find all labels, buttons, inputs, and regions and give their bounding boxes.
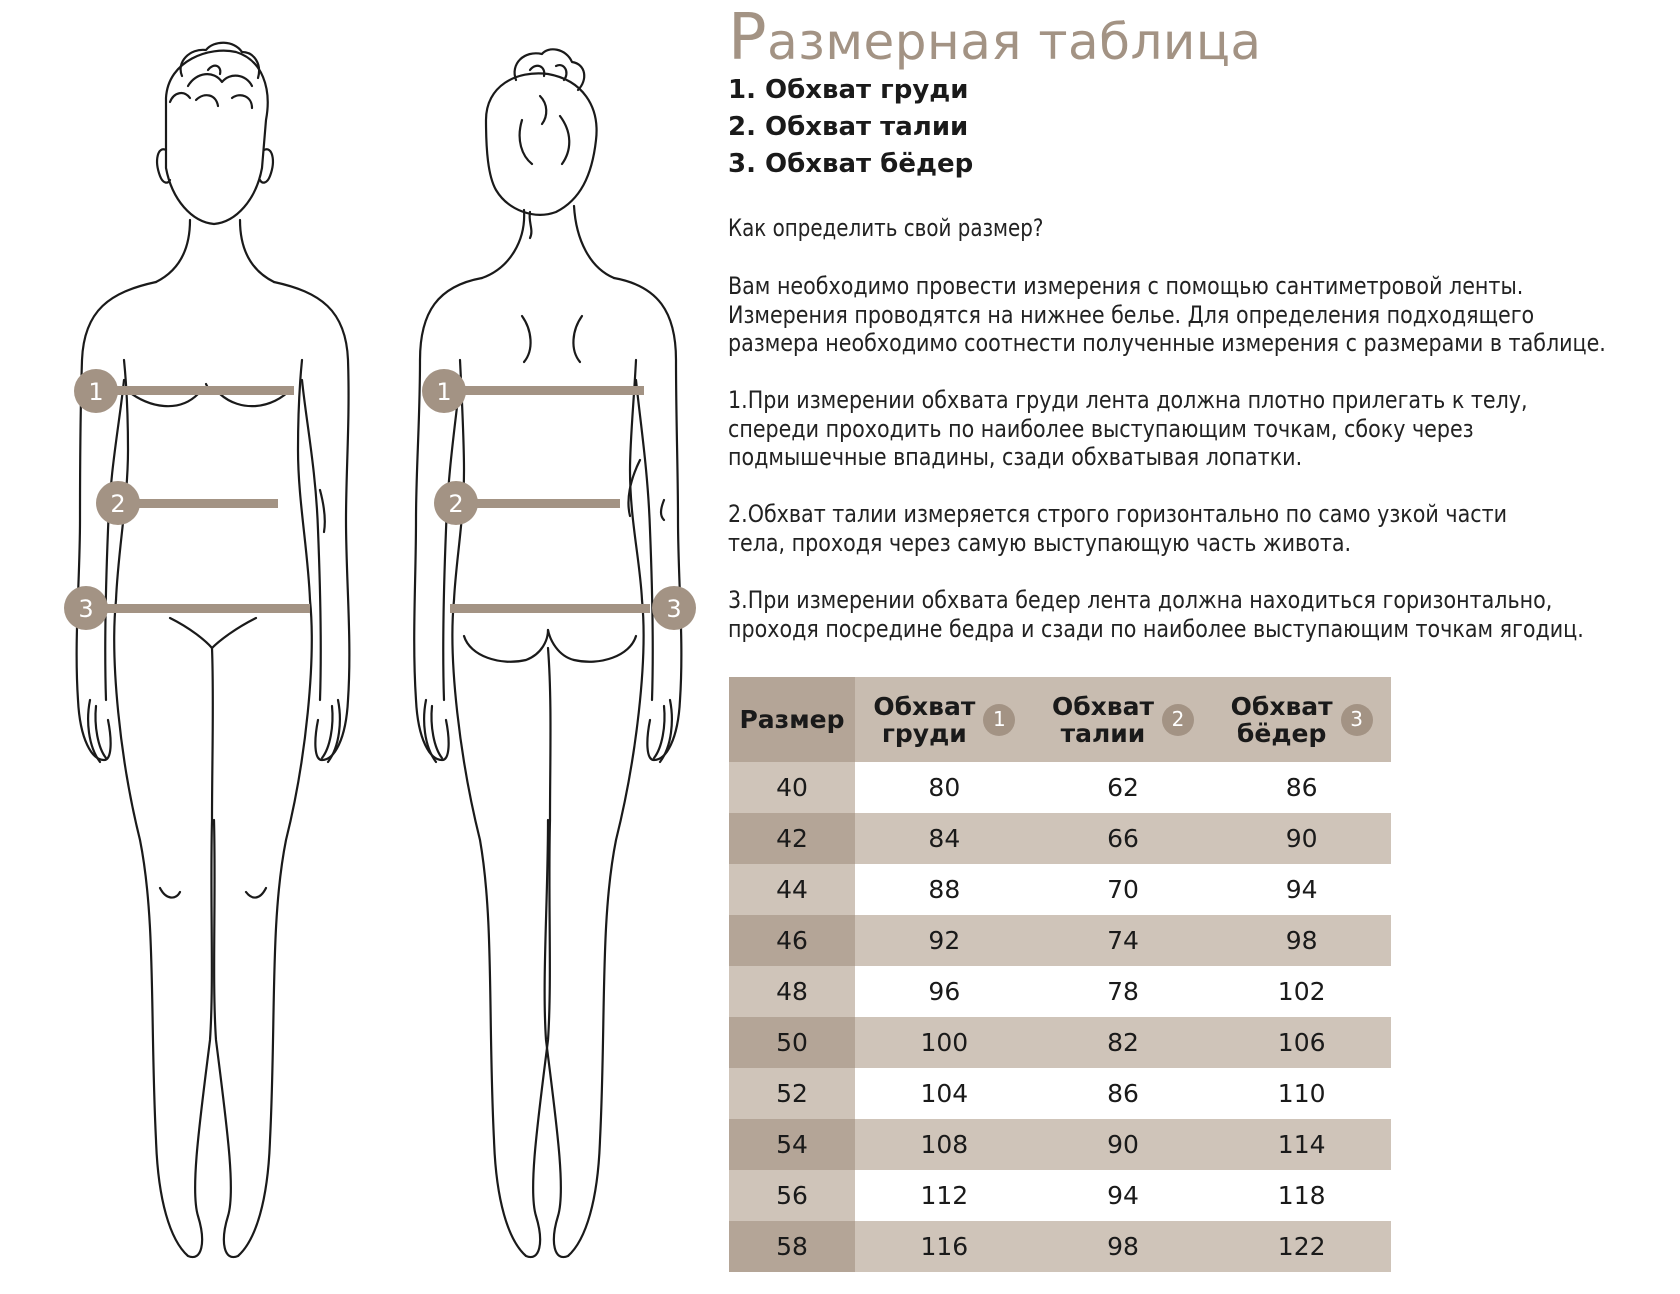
chest-line: спереди проходить по наиболее выступающим точкам, сбоку через bbox=[728, 414, 1474, 443]
hips-instruction bbox=[728, 586, 1584, 643]
back-hips-band bbox=[450, 604, 650, 613]
cell-hips: 86 bbox=[1212, 762, 1391, 813]
table-row bbox=[729, 813, 1391, 864]
header-chest-line2: груди bbox=[881, 718, 967, 748]
front-marker-2-label: 2 bbox=[110, 490, 126, 518]
title-first-letter: Р bbox=[728, 1, 768, 75]
chest-line: подмышечные впадины, сзади обхватывая лопатки. bbox=[728, 443, 1303, 471]
cell-size: 44 bbox=[729, 864, 855, 915]
back-marker-1-label: 1 bbox=[436, 378, 452, 406]
cell-chest: 116 bbox=[855, 1221, 1034, 1272]
front-hips-band bbox=[100, 604, 310, 613]
intro-line: Вам необходимо провести измерения с помощью сантиметровой ленты. bbox=[728, 272, 1524, 300]
cell-chest: 112 bbox=[855, 1170, 1034, 1221]
cell-waist: 62 bbox=[1034, 762, 1213, 813]
waist-instruction bbox=[728, 500, 1507, 557]
intro-line: размера необходимо соотнести полученные измерения с размерами в таблице. bbox=[728, 329, 1606, 357]
front-figure bbox=[77, 43, 350, 1257]
cell-chest: 108 bbox=[855, 1119, 1034, 1170]
cell-waist: 74 bbox=[1034, 915, 1213, 966]
header-waist bbox=[1034, 677, 1213, 762]
cell-hips: 98 bbox=[1212, 915, 1391, 966]
cell-waist: 82 bbox=[1034, 1017, 1213, 1068]
size-table bbox=[729, 677, 1391, 1272]
chest-number-badge: 1 bbox=[983, 704, 1015, 736]
cell-waist: 94 bbox=[1034, 1170, 1213, 1221]
cell-size: 58 bbox=[729, 1221, 855, 1272]
back-measurement-bands bbox=[450, 386, 650, 613]
waist-line: 2.Обхват талии измеряется строго горизонтально по само узкой части bbox=[728, 500, 1508, 528]
table-row bbox=[729, 966, 1391, 1017]
cell-chest: 96 bbox=[855, 966, 1034, 1017]
chest-line: 1.При измерении обхвата груди лента должна плотно прилегать к телу, bbox=[728, 386, 1528, 414]
cell-size: 50 bbox=[729, 1017, 855, 1068]
table-header-row bbox=[729, 677, 1391, 762]
cell-waist: 98 bbox=[1034, 1221, 1213, 1272]
header-waist-line1: Обхват bbox=[1051, 691, 1154, 721]
cell-waist: 90 bbox=[1034, 1119, 1213, 1170]
front-marker-1-label: 1 bbox=[88, 378, 104, 406]
cell-hips: 94 bbox=[1212, 864, 1391, 915]
header-chest bbox=[855, 677, 1034, 762]
table-row bbox=[729, 1170, 1391, 1221]
back-marker-3-label: 3 bbox=[666, 595, 682, 623]
hips-line: 3.При измерении обхвата бедер лента должна находиться горизонтально, bbox=[728, 586, 1553, 614]
cell-hips: 90 bbox=[1212, 813, 1391, 864]
body-figures bbox=[0, 0, 720, 1294]
waist-number-badge: 2 bbox=[1162, 704, 1194, 736]
legend-item-hips: 3. Обхват бёдер bbox=[728, 149, 974, 179]
cell-hips: 102 bbox=[1212, 966, 1391, 1017]
cell-waist: 86 bbox=[1034, 1068, 1213, 1119]
cell-size: 40 bbox=[729, 762, 855, 813]
cell-hips: 118 bbox=[1212, 1170, 1391, 1221]
header-chest-line1: Обхват bbox=[873, 691, 976, 721]
table-row bbox=[729, 762, 1391, 813]
table-row bbox=[729, 864, 1391, 915]
table-row bbox=[729, 1221, 1391, 1272]
intro-line: Измерения проводятся на нижнее белье. Для определения подходящего bbox=[728, 300, 1535, 329]
table-row bbox=[729, 1119, 1391, 1170]
header-hips-line2: бёдер bbox=[1236, 718, 1327, 748]
legend-item-chest: 1. Обхват груди bbox=[728, 75, 969, 105]
cell-waist: 66 bbox=[1034, 813, 1213, 864]
cell-waist: 70 bbox=[1034, 864, 1213, 915]
cell-size: 56 bbox=[729, 1170, 855, 1221]
table-row bbox=[729, 1068, 1391, 1119]
cell-hips: 106 bbox=[1212, 1017, 1391, 1068]
cell-chest: 104 bbox=[855, 1068, 1034, 1119]
title-rest: азмерная таблица bbox=[767, 13, 1262, 71]
how-to-question: Как определить свой размер? bbox=[728, 214, 1044, 242]
cell-hips: 122 bbox=[1212, 1221, 1391, 1272]
intro-paragraph bbox=[728, 272, 1606, 358]
legend-item-waist: 2. Обхват талии bbox=[728, 112, 969, 142]
back-chest-band bbox=[460, 386, 644, 395]
back-waist-band bbox=[470, 499, 620, 508]
cell-chest: 84 bbox=[855, 813, 1034, 864]
cell-size: 52 bbox=[729, 1068, 855, 1119]
back-marker-2-label: 2 bbox=[448, 490, 464, 518]
cell-hips: 110 bbox=[1212, 1068, 1391, 1119]
header-hips-line1: Обхват bbox=[1230, 691, 1333, 721]
table-row bbox=[729, 1017, 1391, 1068]
front-chest-band bbox=[110, 386, 294, 395]
measurement-legend bbox=[728, 72, 973, 183]
cell-waist: 78 bbox=[1034, 966, 1213, 1017]
back-figure bbox=[414, 49, 681, 1257]
cell-size: 54 bbox=[729, 1119, 855, 1170]
header-size: Размер bbox=[729, 677, 855, 762]
cell-size: 46 bbox=[729, 915, 855, 966]
header-waist-line2: талии bbox=[1060, 718, 1146, 748]
header-hips bbox=[1212, 677, 1391, 762]
waist-line: тела, проходя через самую выступающую часть живота. bbox=[728, 528, 1352, 557]
table-body bbox=[729, 762, 1391, 1272]
chest-instruction bbox=[728, 386, 1528, 472]
table-row bbox=[729, 915, 1391, 966]
cell-chest: 88 bbox=[855, 864, 1034, 915]
front-waist-band bbox=[130, 499, 278, 508]
page-title bbox=[728, 1, 1262, 75]
hips-number-badge: 3 bbox=[1341, 704, 1373, 736]
cell-chest: 80 bbox=[855, 762, 1034, 813]
front-marker-3-label: 3 bbox=[78, 595, 94, 623]
cell-size: 42 bbox=[729, 813, 855, 864]
cell-chest: 100 bbox=[855, 1017, 1034, 1068]
cell-chest: 92 bbox=[855, 915, 1034, 966]
cell-size: 48 bbox=[729, 966, 855, 1017]
hips-line: проходя посредине бедра и сзади по наиболее выступающим точкам ягодиц. bbox=[728, 614, 1584, 643]
cell-hips: 114 bbox=[1212, 1119, 1391, 1170]
